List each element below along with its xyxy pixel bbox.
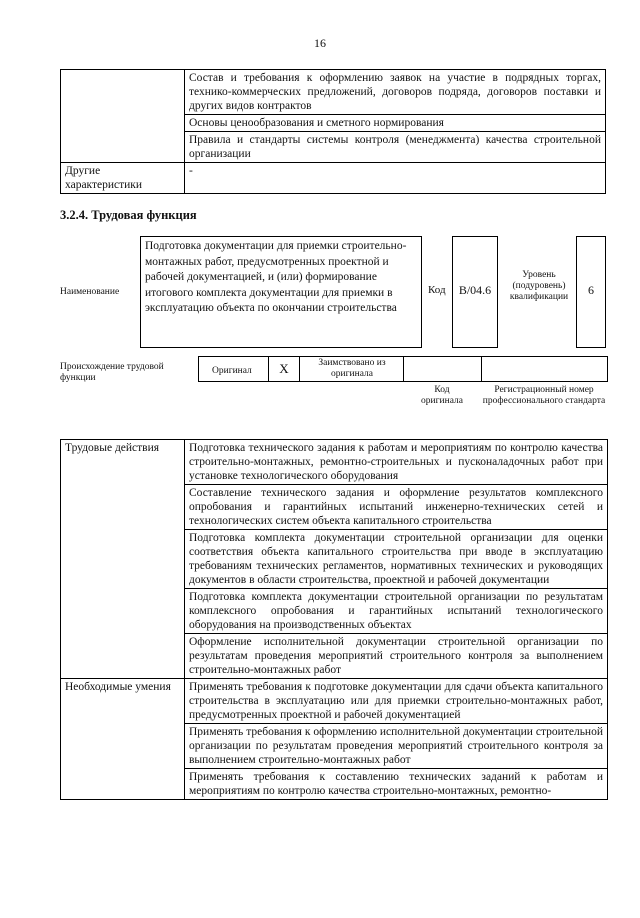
section-heading: 3.2.4. Трудовая функция <box>60 208 197 222</box>
level-label: Уровень (подуровень) квалификации <box>509 270 569 302</box>
required-skills-label: Необходимые умения <box>61 679 185 800</box>
function-name-box: Подготовка документации для приемки строительно-монтажных работ, предусмотренных проектной и рабочей документацией, и (или) формирование итогового комплекта документации для приемки в эксплуатацию объекта по окончании строительства <box>140 236 422 348</box>
labor-actions-label: Трудовые действия <box>61 440 185 679</box>
code-value-box: B/04.6 <box>452 236 498 348</box>
code-original-caption: Код оригинала <box>421 385 463 406</box>
other-characteristics-label: Другие характеристики <box>61 163 185 194</box>
labor-function-table <box>60 439 608 800</box>
labor-action-item: Подготовка технического задания к работам и мероприятиям по контролю качества строительно-монтажных, ремонтно-строительных и пусконаладочных работ при установке технологического оборудования <box>185 440 608 485</box>
empty-label-cell <box>61 70 185 163</box>
labor-action-item: Оформление исполнительной документации строительной организации по результатам проведения мероприятий строительного контроля за выполнением строительно-монтажных работ <box>185 634 608 679</box>
borrowed-label: Заимствовано из оригинала <box>318 358 386 379</box>
labor-action-item: Подготовка комплекта документации строительной организации для оценки соответствия объекта капитального строительства при вводе в эксплуатацию требованиям технических регламентов, нормативных технических и руководящих документов в области строительства, проектной и рабочей документации <box>185 530 608 589</box>
reg-number-caption: Регистрационный номер профессионального стандарта <box>482 385 606 406</box>
origin-label: Происхождение трудовой функции <box>60 362 164 383</box>
knowledge-item: Правила и стандарты системы контроля (менеджмента) качества строительной организации <box>185 132 606 163</box>
competence-table-top <box>60 69 606 194</box>
knowledge-item: Состав и требования к оформлению заявок на участие в подрядных торгах, технико-коммерческих предложений, договоров подряда, договоров поставки и других видов контрактов <box>185 70 606 115</box>
original-label: Оригинал <box>212 366 252 376</box>
name-label: Наименование <box>60 287 120 297</box>
skill-item: Применять требования к оформлению исполнительной документации строительной организации по результатам проведения мероприятий строительного контроля за выполнением строительно-монтажных работ <box>185 724 608 769</box>
labor-action-item: Составление технического задания и оформление результатов комплексного опробования и гарантийных испытаний инженерно-технических сетей и технологических систем объекта капитального строительства <box>185 485 608 530</box>
original-mark: X <box>268 356 300 382</box>
other-characteristics-value: - <box>185 163 606 194</box>
level-value-box: 6 <box>576 236 606 348</box>
skill-item: Применять требования к составлению технических заданий к работам и мероприятиям по контролю качества строительно-монтажных, ремонтно- <box>185 769 608 800</box>
divider <box>403 356 404 382</box>
divider <box>481 356 482 382</box>
code-label: Код <box>428 284 446 296</box>
page-number: 16 <box>314 36 326 50</box>
labor-action-item: Подготовка комплекта документации строительной организации по результатам комплексного опробования и гарантийных испытаний технологического оборудования на производственных объектах <box>185 589 608 634</box>
knowledge-item: Основы ценообразования и сметного нормирования <box>185 115 606 132</box>
skill-item: Применять требования к подготовке документации для сдачи объекта капитального строительства в эксплуатацию или для приемки строительно-монтажных работ, предусмотренных проектной и рабочей документацией <box>185 679 608 724</box>
